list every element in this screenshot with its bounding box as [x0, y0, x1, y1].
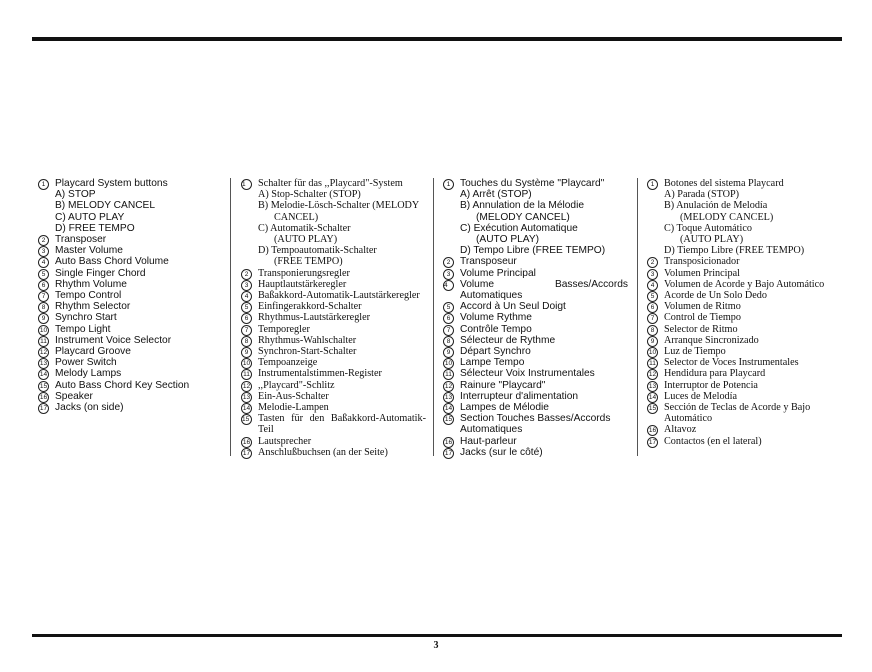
item-number: 6 — [647, 302, 658, 313]
item-number: 11 — [38, 336, 49, 347]
item-label: Acorde de Un Solo Dedo — [664, 290, 767, 302]
item-label: Accord à Un Seul Doigt — [460, 301, 566, 313]
item-label: Transposicionador — [664, 256, 740, 268]
item-label: Melody Lamps — [55, 368, 122, 380]
item-number: 8 — [241, 336, 252, 347]
item-number: 16 — [39, 393, 48, 401]
list-item — [38, 279, 220, 290]
item-label: Transposeur — [460, 256, 517, 268]
sub-item-continuation: CANCEL) — [274, 211, 319, 223]
list-item — [38, 346, 220, 357]
item-number: 15 — [241, 414, 252, 425]
item-label: Jacks (sur le côté) — [460, 446, 543, 458]
list-item — [443, 301, 628, 312]
item-number: 1 — [647, 179, 658, 190]
list-item — [241, 324, 426, 335]
sub-item-continuation: (AUTO PLAY) — [274, 234, 338, 246]
sub-item: D) FREE TEMPO — [55, 222, 135, 234]
item-label: Rainure "Playcard" — [460, 379, 546, 391]
item-number: 17 — [39, 405, 48, 413]
item-number: 4 — [443, 280, 454, 291]
item-number: 2 — [38, 235, 49, 246]
list-item — [38, 368, 220, 379]
list-item — [241, 391, 426, 402]
list-item — [38, 245, 220, 256]
item-label: ,,Playcard"-Schlitz — [258, 379, 335, 391]
item-label: Touches du Système "Playcard" — [460, 178, 605, 189]
item-label: Rhythm Selector — [55, 301, 131, 313]
item-number: 9 — [647, 336, 658, 347]
item-label: Contrôle Tempo — [460, 323, 532, 335]
list-item — [647, 290, 827, 301]
sub-item: B) Melodie-Lösch-Schalter (MELODY — [258, 200, 420, 212]
item-label: Volumen Principal — [664, 267, 740, 279]
item-number: 9 — [241, 347, 252, 358]
item-number: 10 — [444, 360, 453, 368]
item-number: 14 — [242, 405, 251, 413]
list-item — [443, 312, 628, 323]
item-label: Instrumentalstimmen-Register — [258, 368, 382, 380]
list-item — [647, 324, 827, 335]
item-label: Luces de Melodía — [664, 390, 737, 402]
list-item — [241, 290, 426, 301]
item-number: 11 — [443, 369, 454, 380]
list-item — [443, 279, 628, 301]
item-label: Speaker — [55, 390, 93, 402]
item-label: Arranque Sincronizado — [664, 334, 759, 346]
item-label: Power Switch — [55, 357, 117, 369]
item-number: 8 — [647, 325, 658, 336]
item-number: 11 — [647, 358, 658, 369]
list-item — [38, 178, 220, 189]
sub-item: C) AUTO PLAY — [55, 211, 125, 223]
item-label: Rhythmus-Wahlschalter — [258, 334, 357, 346]
item-number: 2 — [647, 257, 658, 268]
list-item — [647, 301, 827, 312]
list-item — [443, 380, 628, 391]
item-number: 16 — [242, 438, 251, 446]
sub-item: D) Tiempo Libre (FREE TEMPO) — [664, 245, 805, 257]
item-label: Control de Tiempo — [664, 312, 741, 324]
sub-item: B) Anulación de Melodía — [664, 200, 768, 212]
list-item — [241, 178, 426, 189]
list-item — [241, 335, 426, 346]
sub-item: C) Automatik-Schalter — [258, 222, 351, 234]
list-item — [647, 335, 827, 346]
sub-item-continuation: (FREE TEMPO) — [274, 256, 343, 268]
item-label: Sélecteur Voix Instrumentales — [460, 368, 595, 380]
item-number: 7 — [38, 291, 49, 302]
item-label: Selector de Ritmo — [664, 323, 738, 335]
list-item — [443, 413, 628, 435]
list-item — [443, 402, 628, 413]
item-number: 6 — [241, 313, 252, 324]
item-label: Contactos (en el lateral) — [664, 435, 762, 447]
item-number: 7 — [241, 325, 252, 336]
item-number: 11 — [241, 369, 252, 380]
item-number: 9 — [443, 347, 454, 358]
item-label: Temporegler — [258, 323, 310, 335]
item-number: 2 — [443, 257, 454, 268]
item-label: Haut-parleur — [460, 435, 517, 447]
item-number: 14 — [648, 393, 657, 401]
item-number: 5 — [443, 302, 454, 313]
sub-item: A) STOP — [55, 189, 96, 201]
item-number: 10 — [39, 326, 48, 334]
item-number: 6 — [38, 280, 49, 291]
page-number: 3 — [433, 640, 439, 651]
list-item — [443, 178, 628, 189]
item-label: Transponierungsregler — [258, 267, 350, 279]
list-item — [443, 346, 628, 357]
list-item — [38, 234, 220, 245]
list-item — [443, 391, 628, 402]
item-label: Schalter für das ,,Playcard"-System — [258, 178, 403, 189]
item-number: 12 — [39, 349, 48, 357]
list-item — [647, 312, 827, 323]
list-item — [241, 368, 426, 379]
item-number: 4 — [241, 291, 252, 302]
item-label: Einfingerakkord-Schalter — [258, 301, 362, 313]
list-item — [647, 402, 827, 424]
list-item — [443, 368, 628, 379]
item-number: 16 — [648, 427, 657, 435]
sub-item: C) Exécution Automatique — [460, 222, 578, 234]
item-label: Lampes de Mélodie — [460, 402, 549, 414]
list-item — [443, 335, 628, 346]
item-number: 2 — [241, 269, 252, 280]
item-number: 14 — [39, 371, 48, 379]
list-item — [38, 380, 220, 391]
item-number: 15 — [648, 405, 657, 413]
list-item — [38, 357, 220, 368]
item-number: 14 — [444, 405, 453, 413]
item-label: Master Volume — [55, 245, 123, 257]
list-item — [241, 413, 426, 435]
item-label: Anschlußbuchsen (an der Seite) — [258, 446, 388, 458]
list-item — [241, 436, 426, 447]
item-label: Volume Rythme — [460, 312, 532, 324]
item-number: 9 — [38, 313, 49, 324]
list-item — [443, 357, 628, 368]
list-item — [241, 380, 426, 391]
item-label: Départ Synchro — [460, 346, 531, 358]
item-label: Baßakkord-Automatik-Lautstärkeregler — [258, 290, 420, 302]
item-number: 6 — [443, 313, 454, 324]
item-label: Melodie-Lampen — [258, 402, 329, 414]
item-number: 12 — [648, 371, 657, 379]
item-label: Instrument Voice Selector — [55, 334, 172, 346]
english-column — [38, 178, 220, 413]
list-item — [443, 447, 628, 458]
item-number: 15 — [39, 382, 48, 390]
item-label: Synchron-Start-Schalter — [258, 346, 357, 358]
item-number: 13 — [39, 360, 48, 368]
list-item — [38, 312, 220, 323]
list-item — [647, 279, 827, 290]
sub-item: B) Annulation de la Mélodie — [460, 200, 585, 212]
item-label: Synchro Start — [55, 312, 117, 324]
item-label: Tempoanzeige — [258, 357, 318, 369]
item-number: 1 — [443, 179, 454, 190]
item-number: 15 — [444, 416, 453, 424]
sub-item-continuation: (AUTO PLAY) — [680, 234, 744, 246]
list-item — [38, 301, 220, 312]
list-item — [443, 436, 628, 447]
item-number: 1 — [241, 179, 252, 190]
list-item — [647, 268, 827, 279]
sub-item: A) Arrêt (STOP) — [460, 189, 532, 201]
item-label: Volume Principal — [460, 267, 536, 279]
item-label: Altavoz — [664, 424, 697, 436]
list-item — [241, 279, 426, 290]
item-number: 10 — [242, 360, 251, 368]
item-label: Volumen de Ritmo — [664, 301, 741, 313]
column-divider — [230, 178, 231, 456]
spanish-column — [647, 178, 827, 447]
item-number: 13 — [444, 393, 453, 401]
top-rule — [32, 37, 842, 41]
sub-item-continuation: (MELODY CANCEL) — [680, 211, 774, 223]
item-number: 8 — [38, 302, 49, 313]
item-label: Interrupteur d'alimentation — [460, 390, 579, 402]
list-item — [647, 256, 827, 267]
item-label: Tempo Control — [55, 290, 122, 302]
item-label: Interruptor de Potencia — [664, 379, 758, 391]
list-item — [443, 324, 628, 335]
french-column — [443, 178, 628, 458]
sub-item: D) Tempoautomatik-Schalter — [258, 245, 377, 257]
list-item — [38, 335, 220, 346]
sub-item: B) MELODY CANCEL — [55, 200, 156, 212]
sub-item-continuation: (AUTO PLAY) — [476, 234, 540, 246]
list-item — [647, 178, 827, 189]
item-number: 3 — [38, 246, 49, 257]
sub-item-continuation: (MELODY CANCEL) — [476, 211, 570, 223]
item-number: 3 — [647, 269, 658, 280]
bottom-rule — [32, 634, 842, 637]
item-label: Rhythmus-Lautstärkeregler — [258, 312, 371, 324]
item-number: 3 — [241, 280, 252, 291]
list-item — [241, 301, 426, 312]
list-item — [647, 368, 827, 379]
item-label: Auto Bass Chord Volume — [55, 256, 169, 268]
list-item — [241, 346, 426, 357]
list-item — [647, 380, 827, 391]
item-number: 3 — [443, 269, 454, 280]
item-number: 5 — [241, 302, 252, 313]
list-item — [38, 324, 220, 335]
sub-item: A) Parada (STOP) — [664, 189, 740, 201]
list-item — [241, 447, 426, 458]
item-number: 1 — [38, 179, 49, 190]
item-label: Volume Basses/Accords Automatiques — [460, 278, 628, 302]
list-item — [647, 436, 827, 447]
item-label: Auto Bass Chord Key Section — [55, 379, 190, 391]
list-item — [38, 268, 220, 279]
item-number: 8 — [443, 336, 454, 347]
item-number: 12 — [242, 382, 251, 390]
list-item — [647, 346, 827, 357]
list-item — [241, 312, 426, 323]
item-label: Tempo Light — [55, 323, 111, 335]
sub-item: C) Toque Automático — [664, 222, 752, 234]
item-number: 17 — [242, 449, 251, 457]
list-item — [647, 424, 827, 435]
item-number: 13 — [242, 393, 251, 401]
item-label: Lampe Tempo — [460, 357, 525, 369]
item-label: Sélecteur de Rythme — [460, 334, 556, 346]
item-label: Tasten für den Baßakkord-Automatik-Teil — [258, 413, 426, 436]
item-label: Selector de Voces Instrumentales — [664, 357, 799, 369]
item-label: Transposer — [55, 234, 107, 246]
list-item — [443, 268, 628, 279]
item-number: 5 — [38, 269, 49, 280]
item-label: Hauptlautstärkeregler — [258, 278, 347, 290]
item-label: Section Touches Basses/Accords Automatiques — [460, 413, 611, 436]
item-label: Volumen de Acorde y Bajo Automático — [664, 278, 825, 290]
item-label: Lautsprecher — [258, 435, 312, 447]
list-item — [443, 256, 628, 267]
column-divider — [433, 178, 434, 456]
item-label: Sección de Teclas de Acorde y Bajo Automático — [664, 402, 811, 425]
item-number: 17 — [648, 438, 657, 446]
item-number: 13 — [648, 382, 657, 390]
item-number: 7 — [443, 325, 454, 336]
item-label: Single Finger Chord — [55, 267, 146, 279]
column-divider — [637, 178, 638, 456]
list-item — [241, 402, 426, 413]
item-label: Rhythm Volume — [55, 278, 127, 290]
item-label: Botones del sistema Playcard — [664, 178, 784, 189]
item-number: 10 — [648, 349, 657, 357]
list-item — [38, 290, 220, 301]
item-label: Hendidura para Playcard — [664, 368, 766, 380]
item-label: Ein-Aus-Schalter — [258, 390, 329, 402]
german-column — [241, 178, 426, 458]
sub-item: A) Stop-Schalter (STOP) — [258, 189, 361, 201]
list-item — [38, 391, 220, 402]
item-number: 4 — [38, 257, 49, 268]
item-number: 5 — [647, 291, 658, 302]
sub-item: D) Tempo Libre (FREE TEMPO) — [460, 245, 606, 257]
item-label: Jacks (on side) — [55, 402, 124, 414]
list-item — [38, 256, 220, 267]
item-number: 4 — [647, 280, 658, 291]
list-item — [647, 357, 827, 368]
item-label: Playcard System buttons — [55, 178, 168, 189]
list-item — [241, 268, 426, 279]
item-number: 17 — [444, 449, 453, 457]
item-label: Luz de Tiempo — [664, 346, 726, 358]
item-label: Playcard Groove — [55, 346, 131, 358]
item-number: 16 — [444, 438, 453, 446]
list-item — [38, 402, 220, 413]
item-number: 12 — [444, 382, 453, 390]
item-number: 7 — [647, 313, 658, 324]
list-item — [241, 357, 426, 368]
list-item — [647, 391, 827, 402]
